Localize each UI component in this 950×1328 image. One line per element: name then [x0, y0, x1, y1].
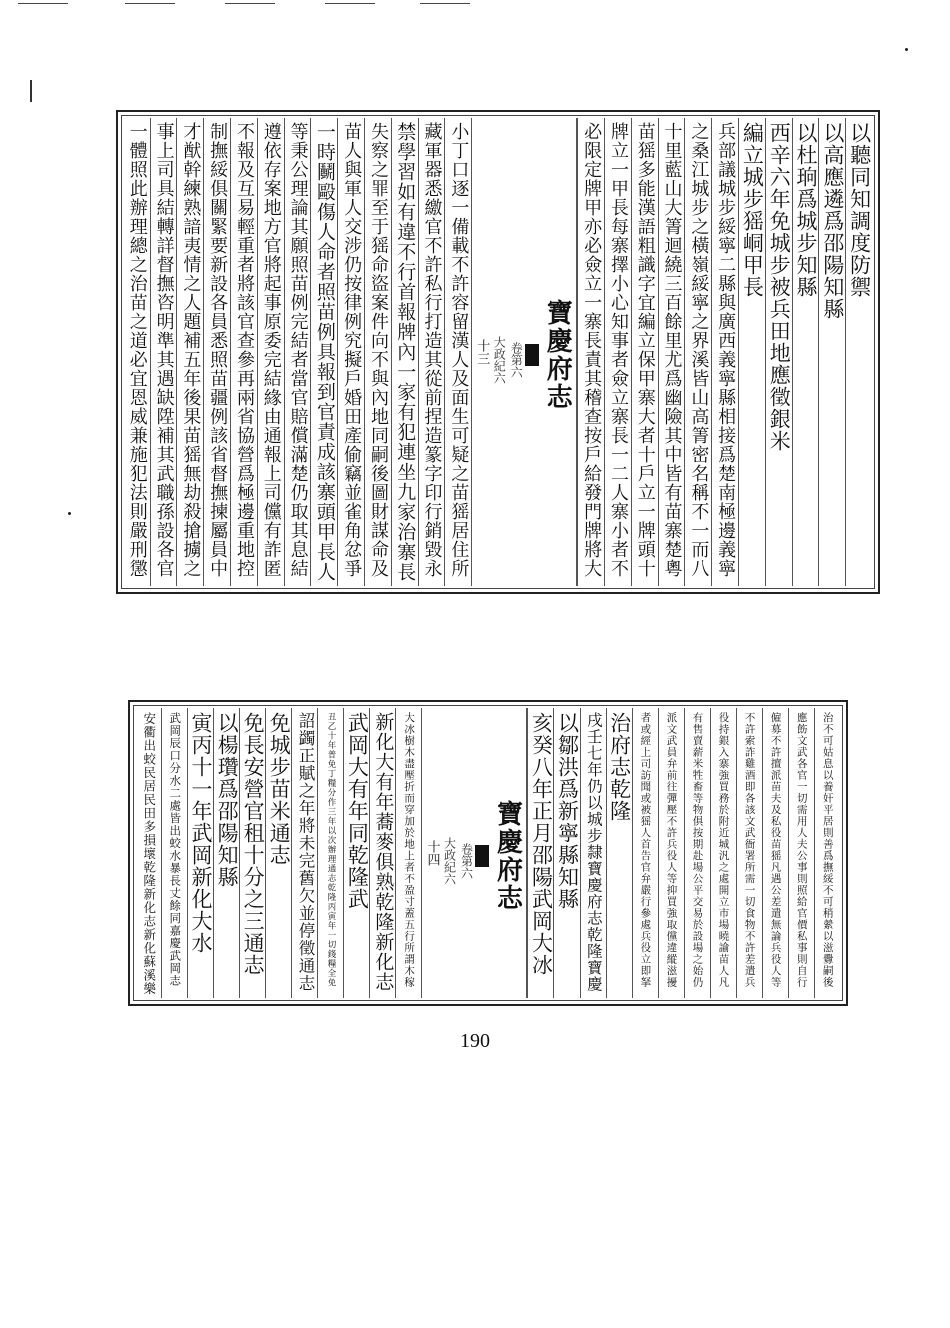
text-column: 編立城步猺峒甲長: [738, 118, 765, 586]
text-column: 一體照此辦理總之治苗之道必宜恩威兼施犯法則嚴刑懲: [126, 122, 148, 578]
text-column: 大冰樹木盡壓折而穿加於地上者不盈寸蓋五行所謂木稼: [395, 708, 421, 998]
text-column: 亥癸八年正月邵陽武岡大冰: [527, 708, 553, 998]
text-column: 一時鬭毆傷人命者照苗例具報到官責成該寨頭甲長人: [310, 118, 337, 586]
text-column: 免長安營官租十分之三通志: [239, 708, 265, 998]
text-column: 以鄒洪爲新寧縣知縣: [553, 708, 579, 998]
juan-label: 卷第六: [509, 342, 524, 378]
text-column: 十里藍山大箐迴繞三百餘里尤爲幽險其中皆有苗寨楚粵: [658, 118, 685, 586]
text-column: 詔蠲正賦之年將未完舊欠並停徵通志: [291, 708, 317, 998]
page-number: 190: [460, 1030, 490, 1052]
text-column: 以聽同知調度防禦: [845, 118, 872, 586]
scan-rule: [125, 3, 175, 4]
fishtail-mark: [475, 845, 489, 867]
page-spine: [471, 118, 577, 586]
text-column: 者或經上司訪聞或被猺人首告官弁嚴行參處兵役立即拏: [632, 708, 658, 998]
folio-number: 十三: [474, 339, 490, 365]
text-column: 安衢出蛟民居民田多損壞乾隆新化志新化蘇溪樂: [141, 712, 157, 996]
text-column: 以高應遴爲邵陽知縣: [818, 118, 845, 586]
folio-number: 十四: [424, 840, 440, 866]
text-column: 應飭文武各官一切需用人夫公事則照給官價私事則自行: [788, 708, 814, 998]
text-column: 必限定牌甲亦必僉立一寨長責其稽查按戶給發門牌將大: [577, 118, 604, 586]
juan-label: 卷第六: [459, 843, 474, 879]
scan-mark: [30, 80, 32, 102]
scan-speck: [68, 512, 71, 515]
scan-rule: [18, 3, 68, 4]
gazetteer-title: 寶慶府志: [492, 800, 523, 912]
text-column: 以楊瓚爲邵陽知縣: [213, 708, 239, 998]
text-column: 藏軍器悉繳官不許私行打造其從前捏造篆字印行銷毀永: [418, 118, 445, 586]
text-column: 以杜珦爲城步知縣: [792, 118, 819, 586]
scan-rule: [420, 3, 470, 4]
text-column: 新化大有年蕎麥俱熟乾隆新化志: [369, 708, 395, 998]
section-label: 大政紀六: [442, 837, 457, 885]
text-column: 治不可姑息以養奸平居則善爲撫綏不可稍縈以滋釁嗣後: [814, 708, 840, 998]
text-column: 遵依存案地方官將起事原委完結緣由通報上司儻有詐匿: [257, 118, 284, 586]
text-column: 治府志乾隆: [606, 708, 632, 998]
gazetteer-title: 寶慶府志: [542, 299, 573, 411]
text-column: 不報及互易輕重者將該官查參再兩省協營爲極邊重地控: [230, 118, 257, 586]
text-column: 有售賣薪米牲畜等物俱按期赴場公平交易於設場之始仍: [684, 708, 710, 998]
scan-rule: [325, 3, 375, 4]
text-column: 寅丙十一年武岡新化大水: [187, 708, 213, 998]
text-column: 等秉公理論其願照苗例完結者當官賠償滿楚仍取其息結: [284, 118, 311, 586]
section-label: 大政紀六: [492, 336, 507, 384]
scan-rule: [225, 3, 275, 4]
bottom-page: [128, 700, 848, 1006]
text-column: 西辛六年免城步被兵田地應徵銀米: [765, 118, 792, 586]
text-column: 苗人與軍人交涉仍按律例究擬戶婚田產偷竊並雀角忿爭: [337, 118, 364, 586]
text-column: 免城步苗米通志: [265, 708, 291, 998]
text-column: 苗猺多能漢語粗識字宜編立保甲寨大者十戶立一牌頭十: [631, 118, 658, 586]
text-column: 小丁口逐一備載不許容留漢人及面生可疑之苗猺居住所: [444, 118, 471, 586]
text-column: 兵部議城步綏寧二縣與廣西義寧縣相接爲楚南極邊義寧: [711, 118, 738, 586]
scan-speck: [905, 48, 908, 51]
text-column: 戌壬七年仍以城步隸寶慶府志乾隆寶慶: [580, 708, 606, 998]
text-column: 牌立一甲長每寨擇小心知事者僉立寨長一二人寨小者不: [604, 118, 631, 586]
text-column: 制撫綏俱關緊要新設各員悉照苗疆例該省督撫揀屬員中: [203, 118, 230, 586]
text-column: 丑乙十年普免丁糧分作三年以次辦理通志乾隆丙寅年一切錢糧全免: [317, 708, 343, 998]
text-column: 武岡大有年同乾隆武: [343, 708, 369, 998]
text-column: 役持銀入寨強買務於附近城汎之處開立市場曉諭苗人凡: [710, 708, 736, 998]
text-column: 之桑江城步之橫嶺綏寧之界溪皆山高箐密名稱不一而八: [684, 118, 711, 586]
text-column: 不許索詐雞酒即各該文武衙署所需一切食物不許差遣兵: [736, 708, 762, 998]
text-column: 派文武員弁前往彈壓不許兵役人等抑買強取儻違縱滋擾: [658, 708, 684, 998]
text-column: 失察之罪至于猺命盜案件向不與內地同嗣後圖財謀命及: [364, 118, 391, 586]
fishtail-mark: [525, 344, 539, 366]
page-spine: [421, 708, 527, 998]
text-column: 才猷幹練熟諳夷情之人題補五年後果苗猺無劫殺搶擄之: [176, 118, 203, 586]
text-column: 僱募不許擅派苗夫及私役苗猺凡遇公差遣無論兵役人等: [762, 708, 788, 998]
text-column: 禁學習如有違不行首報牌內一家有犯連坐九家治寨長: [391, 118, 418, 586]
top-page: [116, 110, 880, 594]
text-column: 武岡辰口分水二處皆出蛟水暴長丈餘同嘉慶武岡志: [161, 708, 187, 998]
text-column: 事上司具結轉詳督撫咨明準其遇缺陞補其武職孫設各官: [150, 118, 177, 586]
